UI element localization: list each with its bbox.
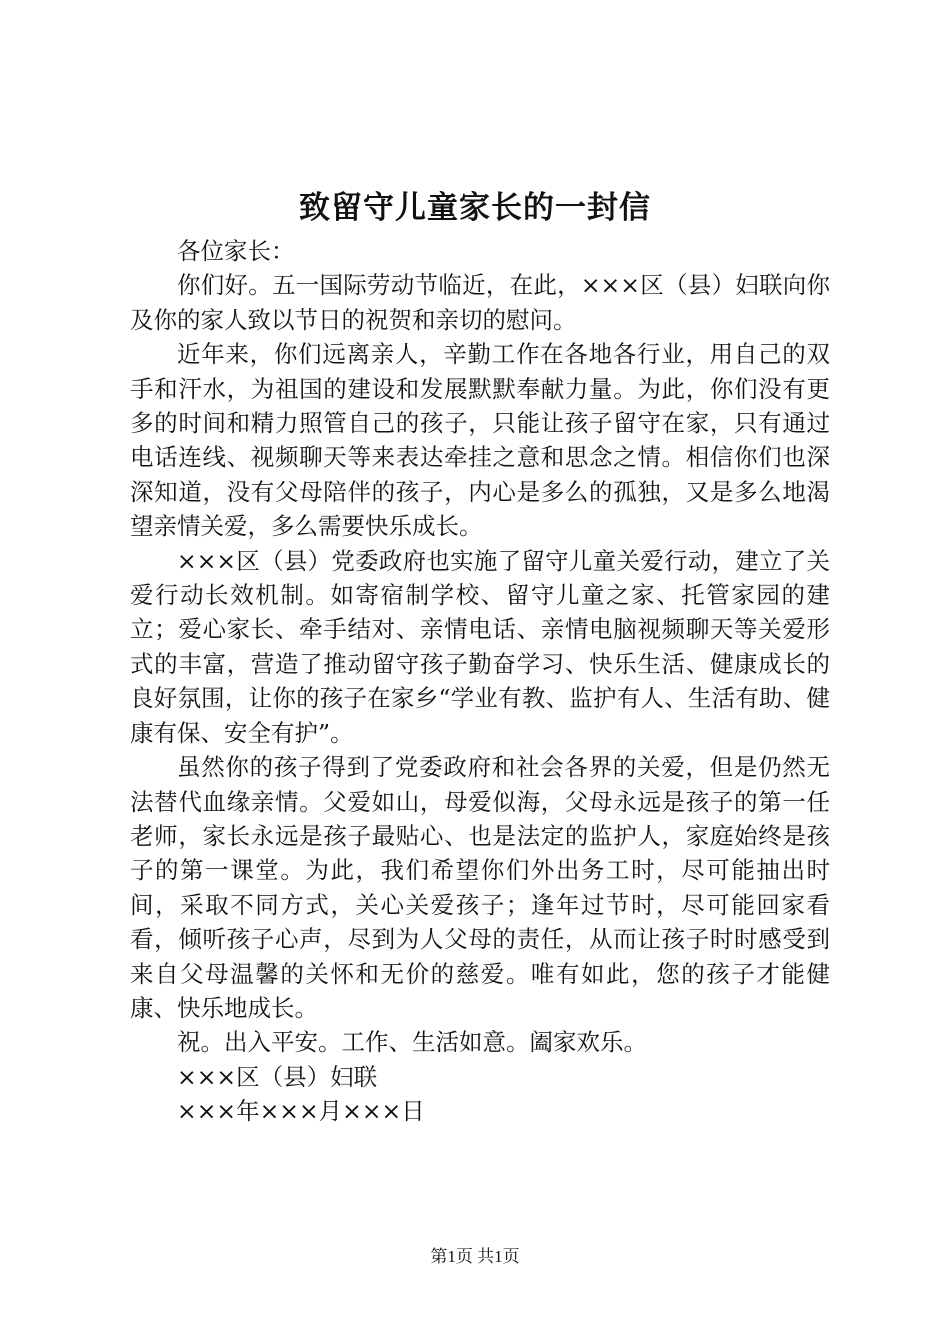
salutation: 各位家长： [177,237,295,265]
signature: ×××区（县）妇联 [177,1062,378,1091]
paragraph-greeting: 你们好。五一国际劳动节临近，在此，×××区（县）妇联向你及你的家人致以节日的祝贺和亲切的慰问。 [130,271,830,334]
paragraph-care-actions: ×××区（县）党委政府也实施了留守儿童关爱行动，建立了关爱行动长效机制。如寄宿制学校、留守儿童之家、托管家园的建立；爱心家长、牵手结对、亲情电话、亲情电脑视频聊天等关爱形式的丰富，营造了推动留守孩子勤奋学习、快乐生活、健康成长的良好氛围，让你的孩子在家乡“学业有教、监护有人、生活有助、健康有保、安全有护”。 [130,546,830,747]
letter-body [130,234,830,1129]
paragraph-appeal: 虽然你的孩子得到了党委政府和社会各界的关爱，但是仍然无法替代血缘亲情。父爱如山，母爱似海，父母永远是孩子的第一任老师，家长永远是孩子最贴心、也是法定的监护人，家庭始终是孩子的第一课堂。为此，我们希望你们外出务工时，尽可能抽出时间，采取不同方式，关心关爱孩子；逢年过节时，尽可能回家看看，倾听孩子心声，尽到为人父母的责任，从而让孩子时时感受到来自父母温馨的关怀和无价的慈爱。唯有如此，您的孩子才能健康、快乐地成长。 [130,753,830,1022]
letter-date: ×××年×××月×××日 [177,1097,425,1126]
paragraph-background: 近年来，你们远离亲人，辛勤工作在各地各行业，用自己的双手和汗水，为祖国的建设和发展默默奉献力量。为此，你们没有更多的时间和精力照管自己的孩子，只能让孩子留守在家，只有通过电话连线、视频聊天等来表达牵挂之意和思念之情。相信你们也深深知道，没有父母陪伴的孩子，内心是多么的孤独，又是多么地渴望亲情关爱，多么需要快乐成长。 [130,340,830,541]
page-footer: 第1页 共1页 [430,1247,520,1266]
document-title: 致留守儿童家长的一封信 [299,190,651,226]
closing-wishes: 祝。出入平安。工作、生活如意。阖家欢乐。 [177,1028,647,1057]
